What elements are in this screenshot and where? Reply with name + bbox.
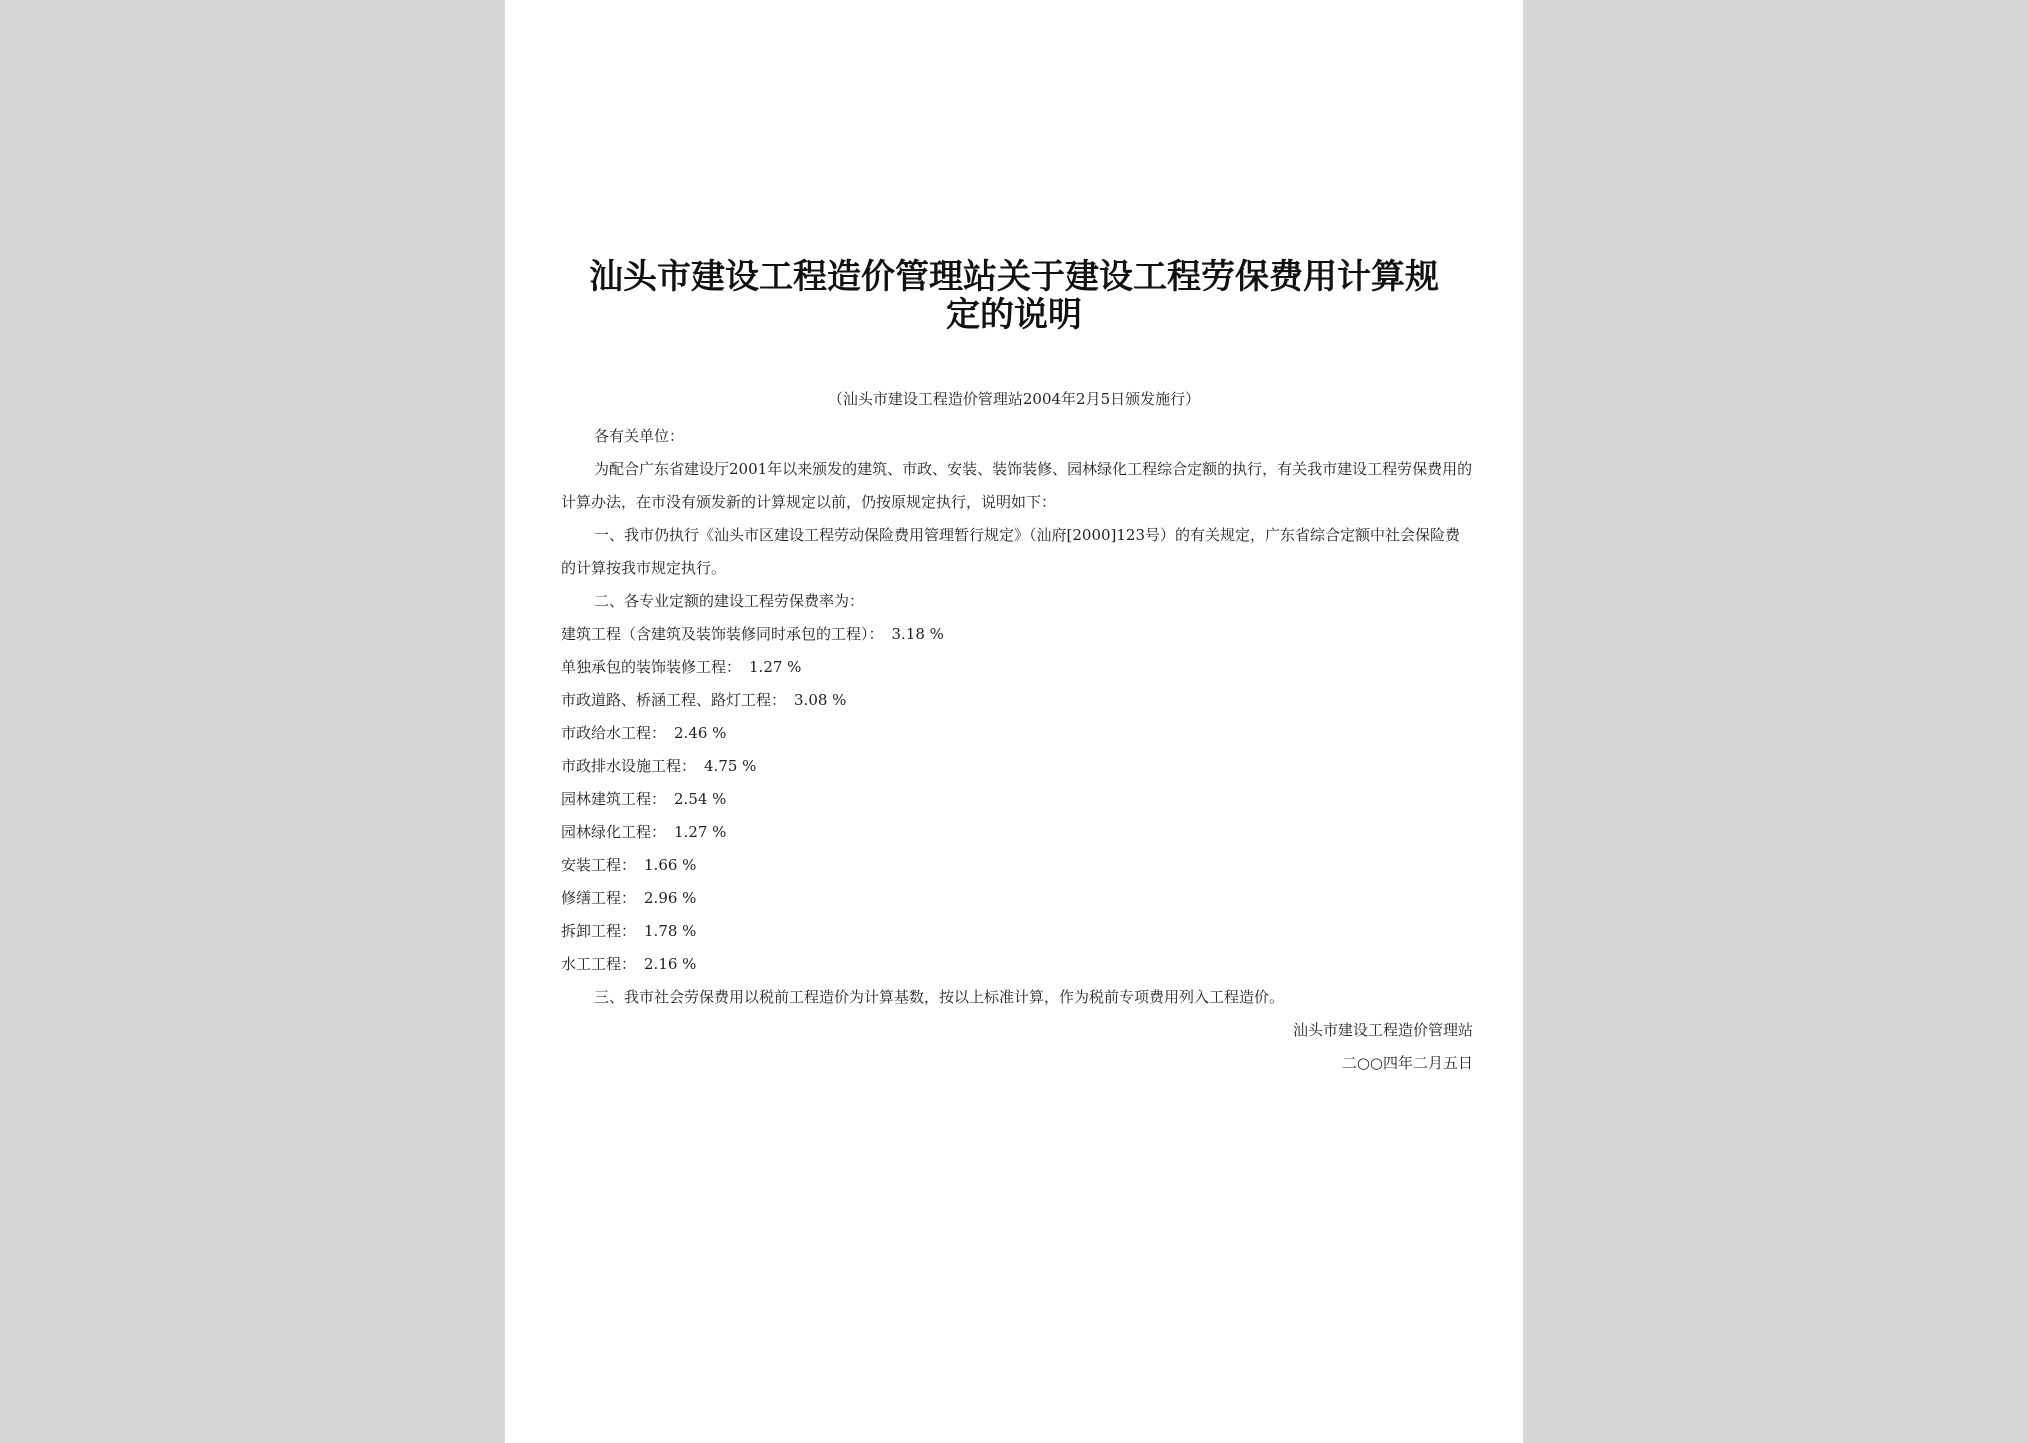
rate-label: 水工工程： bbox=[561, 955, 637, 973]
document-body bbox=[561, 420, 1473, 1080]
rate-value: 2.96 % bbox=[644, 889, 697, 907]
rate-row bbox=[561, 948, 1473, 981]
rate-value: 1.27 % bbox=[749, 658, 802, 676]
rate-row bbox=[561, 816, 1473, 849]
signature-date: 二○○四年二月五日 bbox=[1341, 1054, 1473, 1072]
rate-label: 市政道路、桥涵工程、路灯工程： bbox=[561, 691, 787, 709]
document-title: 汕头市建设工程造价管理站关于建设工程劳保费用计算规定的说明 bbox=[589, 257, 1439, 335]
salutation: 各有关单位： bbox=[594, 427, 685, 445]
rate-row bbox=[561, 915, 1473, 948]
rate-row bbox=[561, 684, 1473, 717]
intro-paragraph: 为配合广东省建设厅2001年以来颁发的建筑、市政、安装、装饰装修、园林绿化工程综合定额的执行，有关我市建设工程劳保费用的计算办法，在市没有颁发新的计算规定以前，仍按原规定执行，说明如下： bbox=[561, 460, 1473, 511]
rate-label: 修缮工程： bbox=[561, 889, 637, 907]
item-two-heading: 二、各专业定额的建设工程劳保费率为： bbox=[594, 592, 865, 610]
signature: 汕头市建设工程造价管理站 bbox=[1292, 1021, 1473, 1039]
rate-row bbox=[561, 717, 1473, 750]
rate-value: 1.78 % bbox=[644, 922, 697, 940]
rate-row bbox=[561, 750, 1473, 783]
rate-row bbox=[561, 651, 1473, 684]
rate-row bbox=[561, 882, 1473, 915]
document-page bbox=[505, 0, 1523, 1443]
rate-label: 园林绿化工程： bbox=[561, 823, 667, 841]
rate-value: 2.46 % bbox=[674, 724, 727, 742]
rate-label: 市政给水工程： bbox=[561, 724, 667, 742]
rate-label: 拆卸工程： bbox=[561, 922, 637, 940]
rate-value: 4.75 % bbox=[704, 757, 757, 775]
rate-value: 3.18 % bbox=[891, 625, 944, 643]
rate-value: 1.66 % bbox=[644, 856, 697, 874]
rate-value: 1.27 % bbox=[674, 823, 727, 841]
item-three-paragraph: 三、我市社会劳保费用以税前工程造价为计算基数，按以上标准计算，作为税前专项费用列入工程造价。 bbox=[594, 988, 1285, 1006]
rate-value: 2.54 % bbox=[674, 790, 727, 808]
item-one-paragraph: 一、我市仍执行《汕头市区建设工程劳动保险费用管理暂行规定》（汕府[2000]123号）的有关规定，广东省综合定额中社会保险费的计算按我市规定执行。 bbox=[561, 526, 1461, 577]
rate-row bbox=[561, 849, 1473, 882]
issued-note: （汕头市建设工程造价管理站2004年2月5日颁发施行） bbox=[827, 390, 1201, 408]
rate-label: 园林建筑工程： bbox=[561, 790, 667, 808]
rate-row bbox=[561, 783, 1473, 816]
rate-label: 单独承包的装饰装修工程： bbox=[561, 658, 742, 676]
rate-row bbox=[561, 618, 1473, 651]
rate-value: 2.16 % bbox=[644, 955, 697, 973]
rate-label: 建筑工程（含建筑及装饰装修同时承包的工程）： bbox=[561, 625, 884, 643]
rate-label: 市政排水设施工程： bbox=[561, 757, 697, 775]
rate-value: 3.08 % bbox=[794, 691, 847, 709]
rate-label: 安装工程： bbox=[561, 856, 637, 874]
